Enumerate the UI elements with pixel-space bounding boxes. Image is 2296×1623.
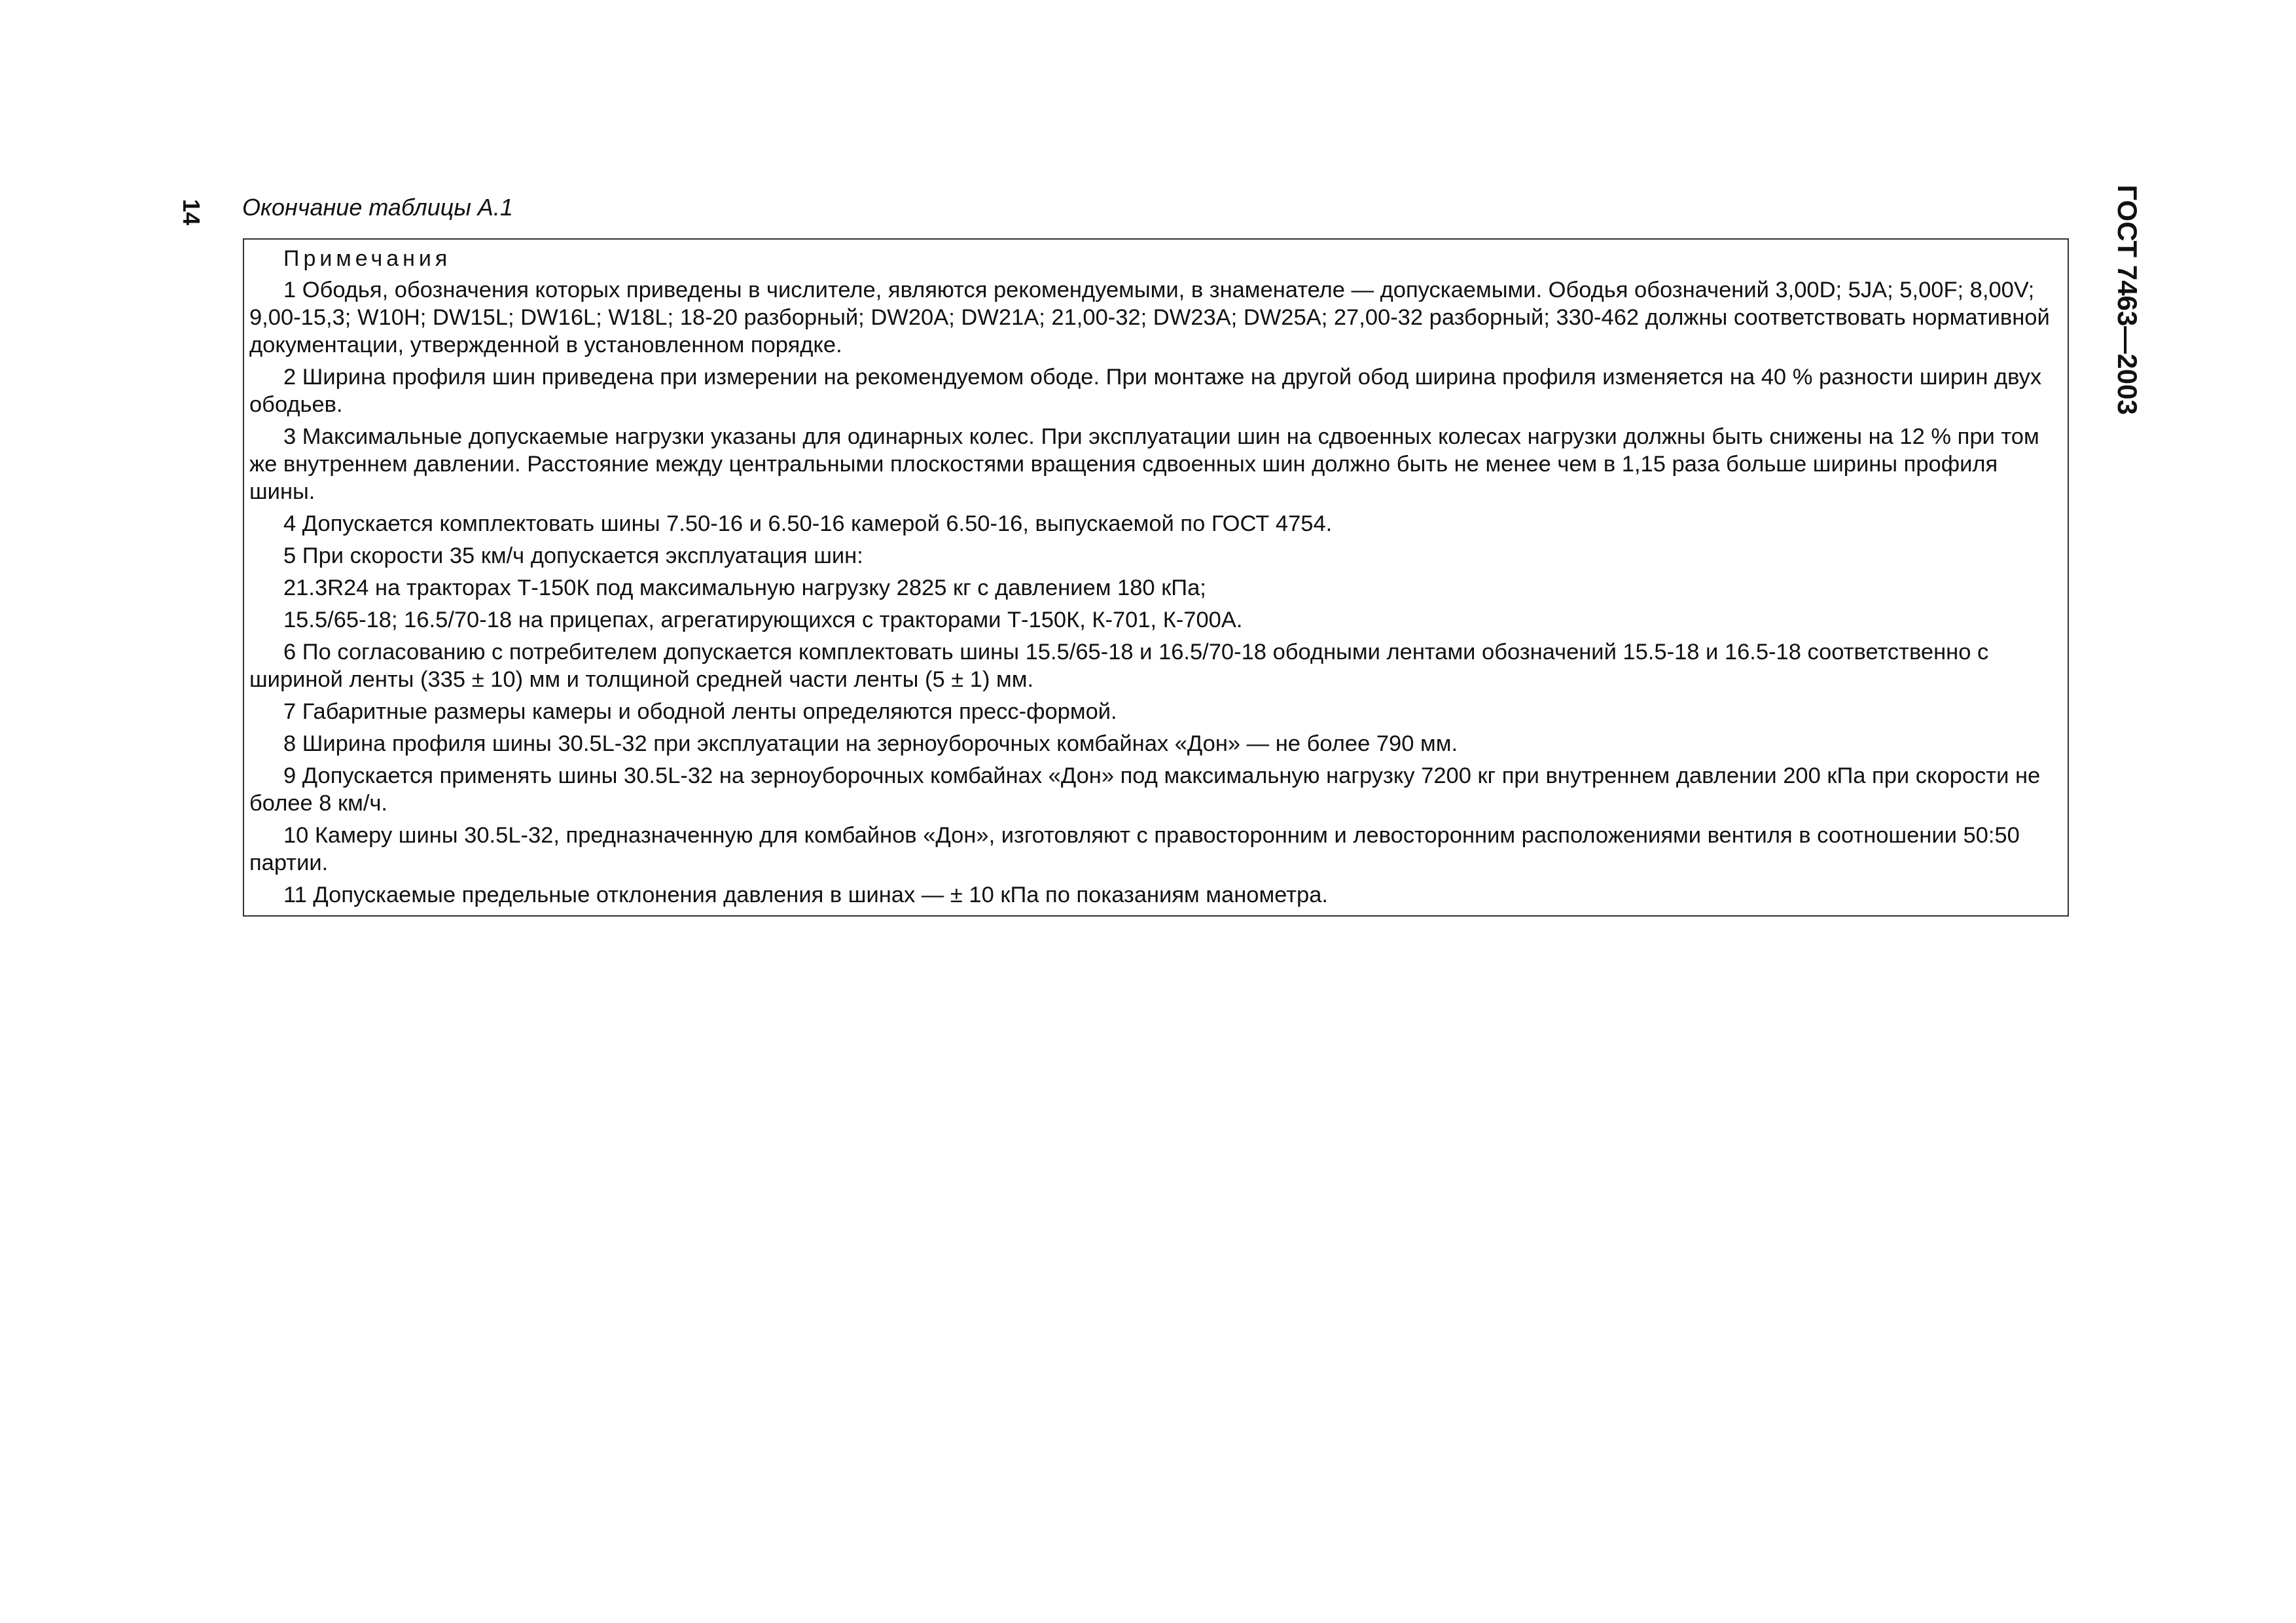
notes-table [243,238,2069,917]
note-11: 11 Допускаемые предельные отклонения давления в шинах — ± 10 кПа по показаниям манометра. [283,883,1328,907]
note-6: 6 По согласованию с потребителем допускается комплектовать шины 15.5/65-18 и 16.5/70-18 ободными лентами обозначений 15.5-18 и 16.5-18 соответственно с шириной ленты (335 ± 10) мм и толщиной средней части ленты (5 ± 1) мм. [249,640,1989,692]
note-9: 9 Допускается применять шины 30.5L-32 на зерноуборочных комбайнах «Дон» под максимальную нагрузку 7200 кг при внутреннем давлении 200 кПа при скорости не более 8 км/ч. [249,763,2041,816]
note-2: 2 Ширина профиля шин приведена при измерении на рекомендуемом ободе. При монтаже на другой обод ширина профиля изменяется на 40 % разности ширин двух ободьев. [249,365,2042,417]
table-caption: Окончание таблицы А.1 [242,194,513,221]
notes-heading: Примечания [283,246,452,271]
standard-designation: ГОСТ 7463—2003 [2112,185,2143,415]
note-5-item-2: 15.5/65-18; 16.5/70-18 на прицепах, агрегатирующихся с тракторами Т-150К, К-701, К-700А. [283,608,1243,632]
note-7: 7 Габаритные размеры камеры и ободной ленты определяются пресс-формой. [283,699,1117,724]
note-8: 8 Ширина профиля шины 30.5L-32 при эксплуатации на зерноуборочных комбайнах «Дон» — не более 790 мм. [283,731,1458,756]
note-5: 5 При скорости 35 км/ч допускается эксплуатация шин: [283,543,863,568]
note-1: 1 Ободья, обозначения которых приведены в числителе, являются рекомендуемыми, в знаменателе — допускаемыми. Ободья обозначений 3,00D; 5JA; 5,00F; 8,00V; 9,00-15,3; W10H; DW15L; DW16L; W18L; 18-20 разборный; DW20A; DW21A; 21,00-32; DW23A; DW25A; 27,00-32 разборный; 330-462 должны соответствовать нормативной документации, утвержденной в установленном порядке. [249,278,2050,357]
page-number: 14 [178,198,205,226]
note-4: 4 Допускается комплектовать шины 7.50-16 и 6.50-16 камерой 6.50-16, выпускаемой по ГОСТ 4754. [283,511,1333,536]
note-5-item-1: 21.3R24 на тракторах Т-150К под максимальную нагрузку 2825 кг с давлением 180 кПа; [283,575,1206,600]
note-10: 10 Камеру шины 30.5L-32, предназначенную для комбайнов «Дон», изготовляют с правосторонним и левосторонним расположениями вентиля в соотношении 50:50 партии. [249,823,2020,875]
note-3: 3 Максимальные допускаемые нагрузки указаны для одинарных колес. При эксплуатации шин на сдвоенных колесах нагрузки должны быть снижены на 12 % при том же внутреннем давлении. Расстояние между центральными плоскостями вращения сдвоенных шин должно быть не менее чем в 1,15 раза больше ширины профиля шины. [249,424,2039,504]
